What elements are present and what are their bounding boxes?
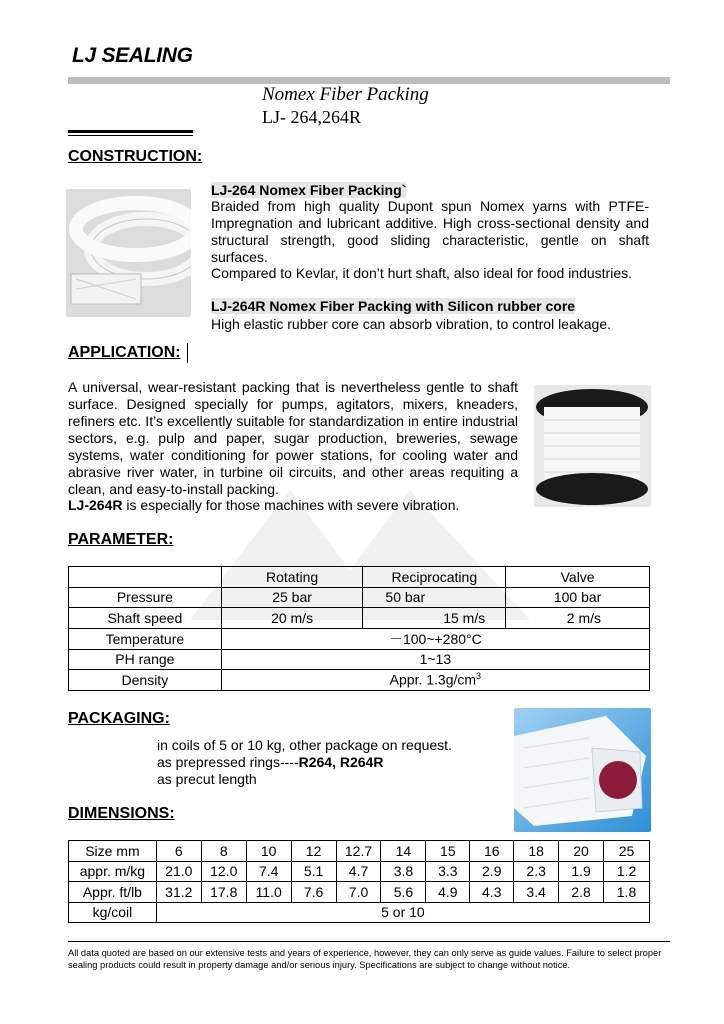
table-row <box>69 587 650 608</box>
packaging-line-3: as precut length <box>157 771 257 787</box>
application-text: A universal, wear-resistant packing that is nevertheless gentle to shaft surface. Designed specially for pumps, agitators, mixers, kneaders, refiners etc. It’s excellently suitable for standardization in entire industrial sectors, e.g. pulp and paper, sugar production, breweries, sewage systems, water conditioning for power stations, for cooling water and abrasive river water, in turbine oil circuits, and other areas requiting a clean, and easy-to-install packing. <box>68 379 518 497</box>
table-cell: 2.8 <box>559 882 604 903</box>
parameter-heading: PARAMETER: <box>68 531 174 548</box>
table-cell: PH range <box>69 649 222 670</box>
table-cell: 21.0 <box>156 861 201 882</box>
table-cell: 7.6 <box>291 882 336 903</box>
table-cell: Pressure <box>69 587 222 608</box>
table-cell: 4.7 <box>336 861 381 882</box>
table-cell: 14 <box>381 841 426 862</box>
table-cell: 25 bar <box>221 587 363 608</box>
table-cell: 11.0 <box>246 882 291 903</box>
table-cell: 10 <box>246 841 291 862</box>
table-cell: 7.0 <box>336 882 381 903</box>
table-header: Reciprocating <box>363 567 506 588</box>
divider <box>68 130 193 133</box>
table-cell: 100 bar <box>506 587 650 608</box>
application-heading: APPLICATION: <box>68 344 181 361</box>
table-cell: 2 m/s <box>506 608 650 629</box>
rings-text: as prepressed rings---- <box>157 754 299 770</box>
table-cell: 17.8 <box>201 882 246 903</box>
lj264r-description: High elastic rubber core can absorb vibration, to control leakage. <box>211 316 611 332</box>
table-cell: 1.8 <box>604 882 650 903</box>
lj264-description: Braided from high quality Dupont spun Nomex yarns with PTFE-Impregnation and lubricant additive. High cross-sectional density and structural strength, good sliding characteristic, gentle on shaft surfaces. <box>211 198 649 265</box>
table-cell: 5 or 10 <box>156 902 649 923</box>
note-model: LJ-264R <box>68 497 123 513</box>
table-cell: 7.4 <box>246 861 291 882</box>
table-row <box>69 608 650 629</box>
table-row <box>69 902 650 923</box>
table-row <box>69 628 650 649</box>
table-cell: 2.9 <box>470 861 514 882</box>
dimensions-table <box>68 840 650 923</box>
density-value: Appr. 1.3g/cm <box>389 672 477 689</box>
packaging-heading: PACKAGING: <box>68 710 170 727</box>
text-cursor <box>187 343 188 363</box>
table-header: Valve <box>506 567 650 588</box>
table-cell <box>69 567 222 588</box>
table-cell: 50 bar <box>363 587 506 608</box>
table-cell: 25 <box>604 841 650 862</box>
packing-crosssection-photo <box>514 708 651 832</box>
table-cell: 18 <box>514 841 559 862</box>
table-row <box>69 841 650 862</box>
density-exponent: 3 <box>476 671 482 682</box>
parameter-table <box>68 566 650 691</box>
table-cell: Temperature <box>69 628 222 649</box>
lj264r-title: LJ-264R Nomex Fiber Packing with Silicon rubber core <box>211 298 576 314</box>
construction-heading: CONSTRUCTION: <box>68 148 203 165</box>
lj264-title: LJ-264 Nomex Fiber Packing` <box>211 182 407 198</box>
table-cell: 12.7 <box>336 841 381 862</box>
table-row-label: Appr. ft/lb <box>69 882 157 903</box>
table-header: Rotating <box>221 567 363 588</box>
table-cell: 5.6 <box>381 882 426 903</box>
table-cell: －100~+280°C <box>221 628 649 649</box>
table-cell: 1.9 <box>559 861 604 882</box>
table-cell: 1~13 <box>221 649 649 670</box>
footer-divider <box>68 941 670 942</box>
table-row <box>69 649 650 670</box>
table-cell: kg/coil <box>69 902 157 923</box>
packaging-line-2 <box>157 754 497 771</box>
table-cell: 2.3 <box>514 861 559 882</box>
table-row-label: appr. m/kg <box>69 861 157 882</box>
table-row-label: Size mm <box>69 841 157 862</box>
table-cell: 3.3 <box>426 861 470 882</box>
product-title: Nomex Fiber Packing <box>262 84 429 105</box>
table-cell: 15 <box>426 841 470 862</box>
divider <box>68 135 193 136</box>
packaging-line-1: in coils of 5 or 10 kg, other package on request. <box>157 737 452 753</box>
product-model: LJ- 264,264R <box>262 107 361 127</box>
brand-logo: LJ SEALING <box>72 44 193 67</box>
lj264-comparison: Compared to Kevlar, it don’t hurt shaft, also ideal for food industries. <box>211 265 633 281</box>
table-cell: 6 <box>156 841 201 862</box>
header-bar <box>68 77 670 84</box>
rings-models: R264, R264R <box>298 754 384 770</box>
table-cell: 4.9 <box>426 882 470 903</box>
table-row <box>69 567 650 588</box>
table-row <box>69 861 650 882</box>
footer-disclaimer: All data quoted are based on our extensive tests and years of experience, however, they can only serve as guide values. Failure to select proper sealing products could result in property damage and/or serious injury. Specifications are subject to change without notice. <box>68 948 662 970</box>
table-cell: Shaft speed <box>69 608 222 629</box>
table-cell: 4.3 <box>470 882 514 903</box>
dimensions-heading: DIMENSIONS: <box>68 805 175 822</box>
table-cell: 1.2 <box>604 861 650 882</box>
table-cell: Density <box>69 670 222 691</box>
table-cell: 3.8 <box>381 861 426 882</box>
table-cell: 31.2 <box>156 882 201 903</box>
table-row <box>69 670 650 691</box>
note-text: is especially for those machines with severe vibration. <box>122 497 460 513</box>
table-row <box>69 882 650 903</box>
table-cell: 15 m/s <box>363 608 506 629</box>
table-cell: 12.0 <box>201 861 246 882</box>
table-cell: 20 <box>559 841 604 862</box>
table-cell: 3.4 <box>514 882 559 903</box>
table-cell: 12 <box>291 841 336 862</box>
table-cell <box>221 670 649 691</box>
table-cell: 20 m/s <box>221 608 363 629</box>
table-cell: 5.1 <box>291 861 336 882</box>
packing-coil-photo <box>66 189 191 317</box>
table-cell: 16 <box>470 841 514 862</box>
spool-photo <box>534 385 651 507</box>
table-cell: 8 <box>201 841 246 862</box>
application-note <box>68 497 518 514</box>
